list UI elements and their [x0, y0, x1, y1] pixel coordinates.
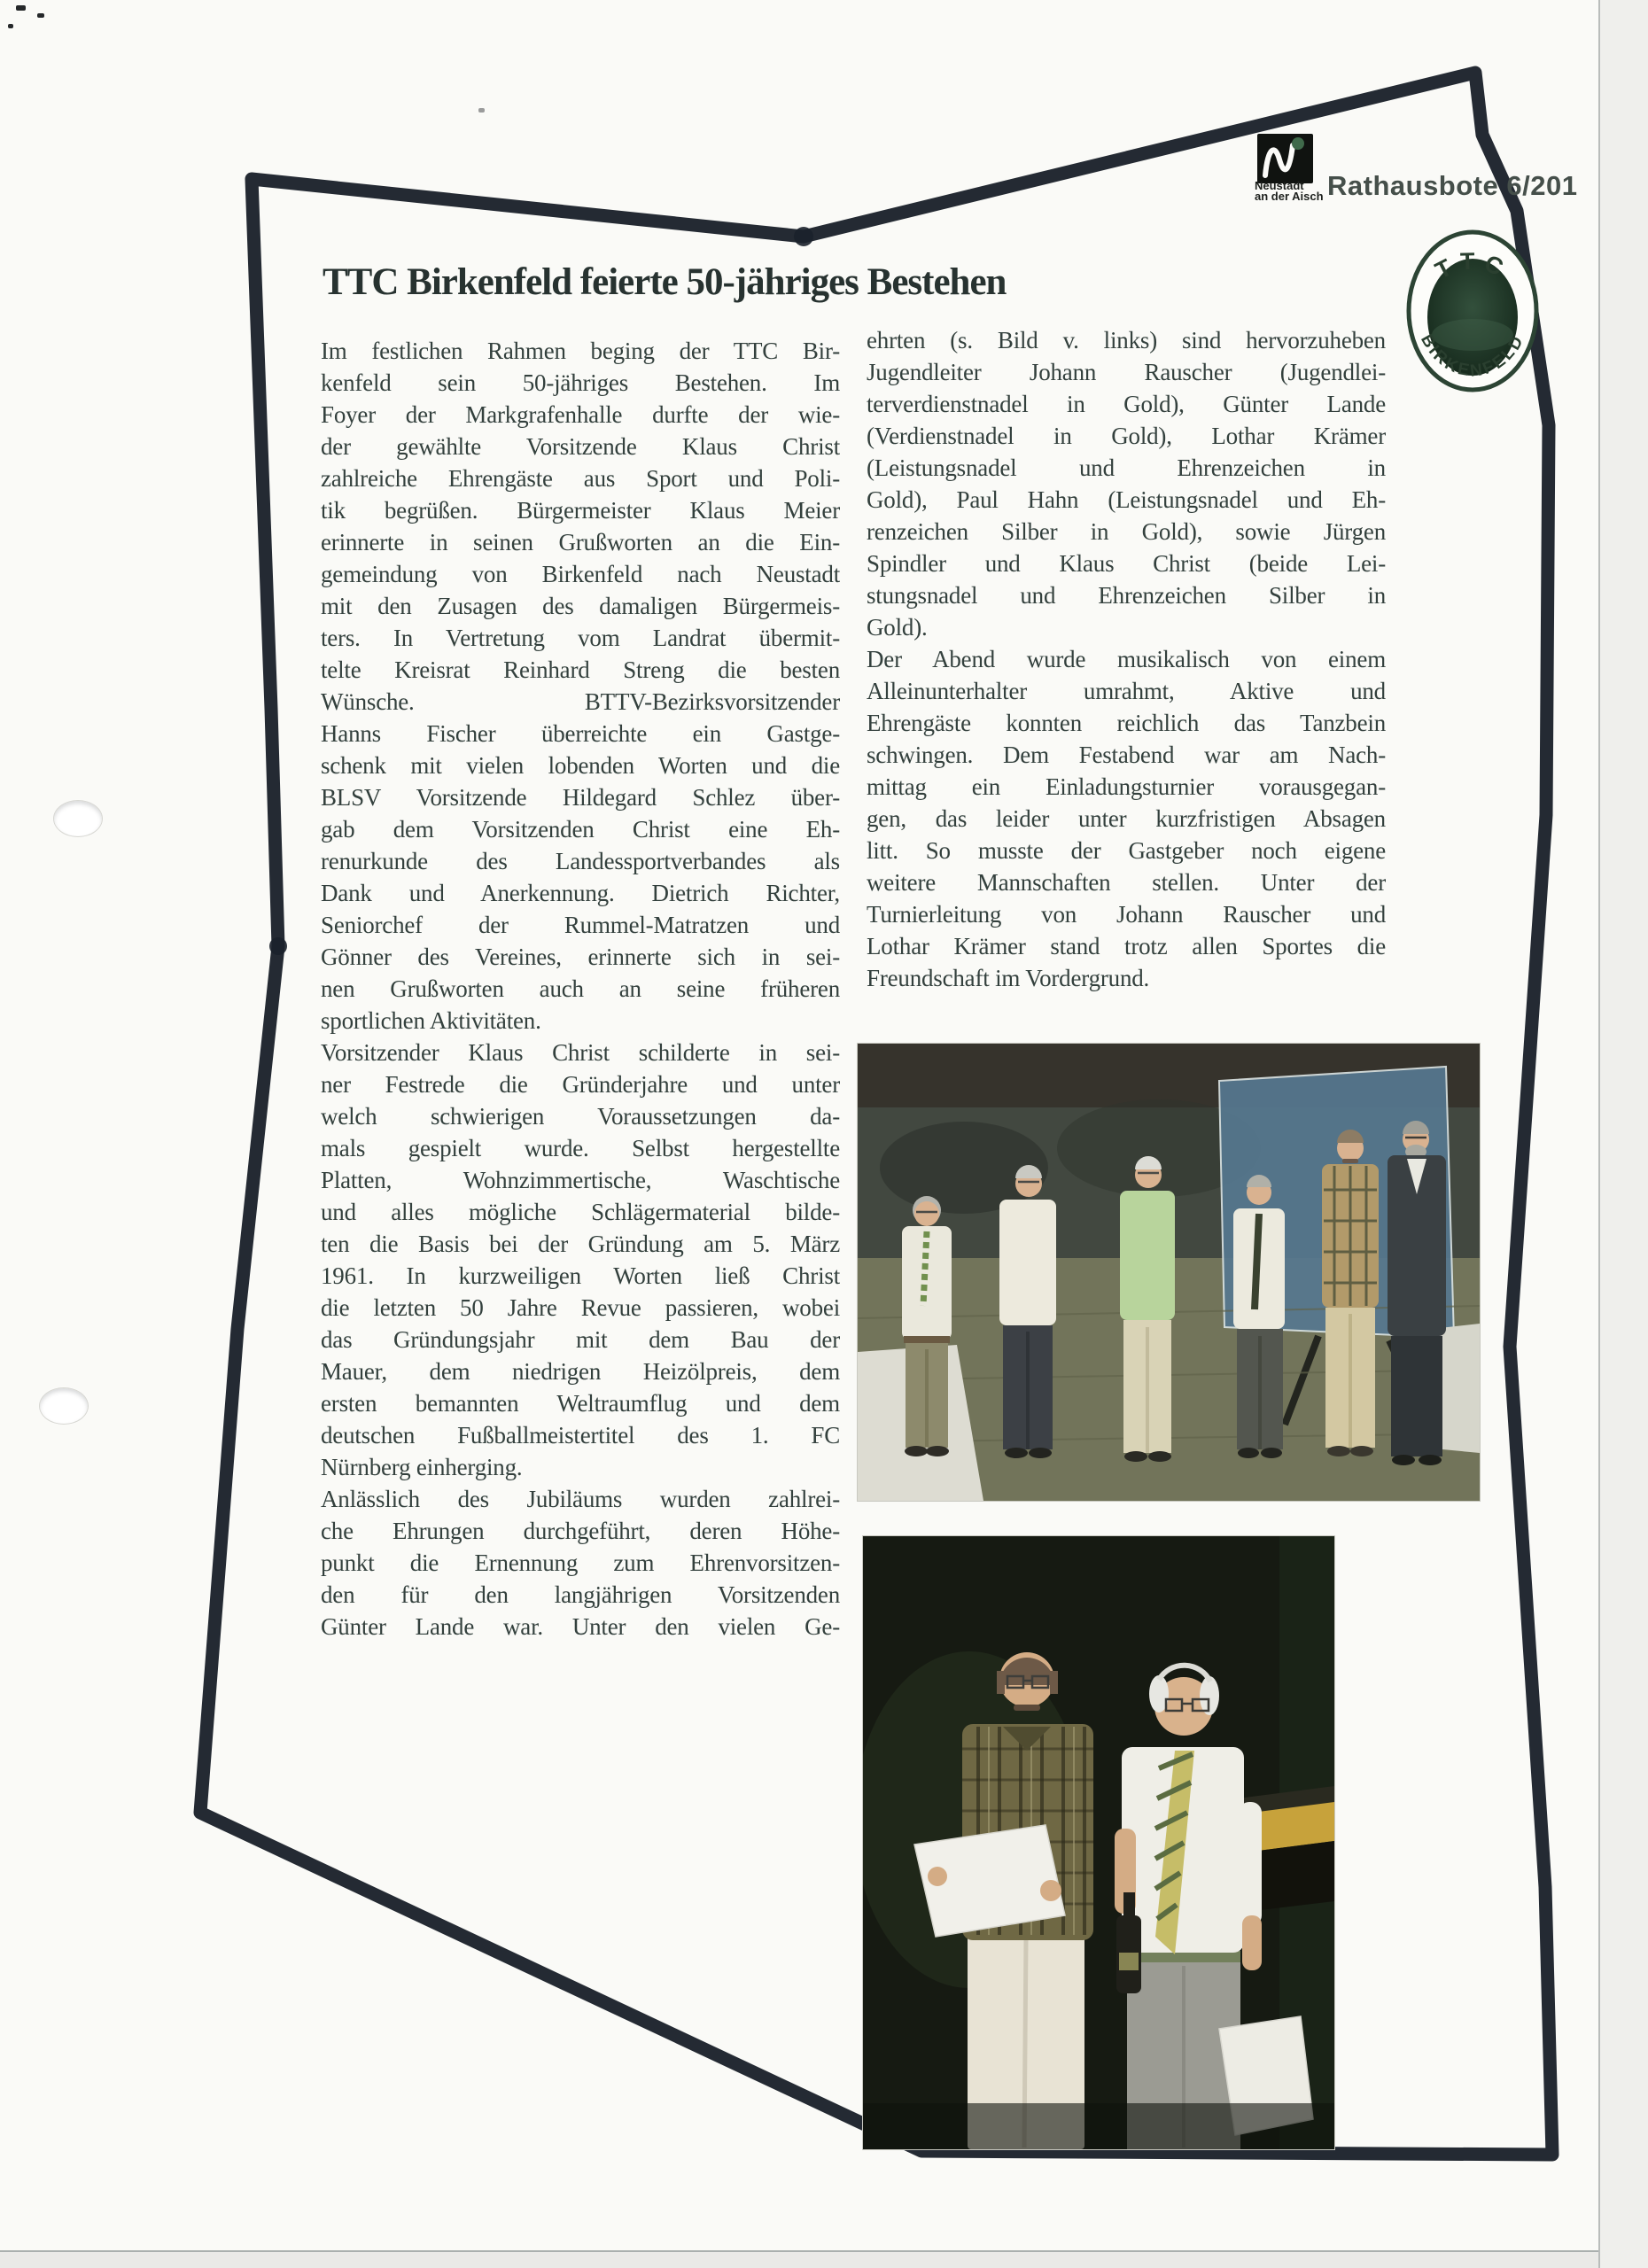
man-figure: [999, 1165, 1056, 1458]
text-line: renurkunde des Landessportverbandes als: [321, 848, 840, 874]
text-line: welch schwierigen Voraussetzungen da-: [321, 1103, 840, 1130]
text-line: Nürnberg einherging.: [321, 1454, 523, 1480]
text-line: zahlreiche Ehrengäste aus Sport und Poli-: [321, 465, 840, 492]
text-line: Der Abend wurde musikalisch von einem: [867, 646, 1386, 672]
text-line: Gold).: [867, 614, 928, 641]
logo-caption-line2: an der Aisch: [1255, 190, 1324, 203]
hole-punch: [39, 1387, 89, 1425]
article-title: TTC Birkenfeld feierte 50-jähriges Bestehen: [323, 261, 1007, 303]
ttc-birkenfeld-stamp: [1402, 229, 1543, 397]
text-line: der gewählte Vorsitzende Klaus Christ: [321, 433, 840, 460]
stamp-top-text: TTC: [1431, 247, 1514, 284]
text-line: das Gründungsjahr mit dem Bau der: [321, 1326, 840, 1353]
man-figure: [1388, 1121, 1446, 1465]
text-line: ters. In Vertretung vom Landrat übermit-: [321, 625, 840, 651]
issue-label: Rathausbote 6/201: [1327, 170, 1578, 201]
paragraph: [867, 643, 1386, 994]
text-line: nen Grußworten auch an seine früheren: [321, 975, 840, 1002]
text-line: Dank und Anerkennung. Dietrich Richter,: [321, 880, 840, 906]
text-line: mit den Zusagen des damaligen Bürgermeis-: [321, 593, 840, 619]
text-line: litt. So musste der Gastgeber noch eigene: [867, 837, 1386, 864]
text-line: sportlichen Aktivitäten.: [321, 1007, 541, 1034]
text-line: kenfeld sein 50-jähriges Bestehen. Im: [321, 369, 840, 396]
text-line: BLSV Vorsitzende Hildegard Schlez über-: [321, 784, 840, 811]
paragraph: [321, 1483, 840, 1643]
photo-group-of-honorees: [858, 1044, 1480, 1501]
text-line: Mauer, dem niedrigen Heizölpreis, dem: [321, 1358, 840, 1385]
text-line: (Verdienstnadel in Gold), Lothar Krämer: [867, 423, 1386, 449]
scan-speck: [37, 13, 44, 18]
text-line: telte Kreisrat Reinhard Streng die besten: [321, 656, 840, 683]
text-line: gemeindung von Birkenfeld nach Neustadt: [321, 561, 840, 587]
text-line: 1961. In kurzweiligen Worten ließ Christ: [321, 1262, 840, 1289]
text-line: (Leistungsnadel und Ehrenzeichen in: [867, 454, 1386, 481]
logo-caption-line1: Neustadt: [1255, 179, 1304, 192]
text-line: Hanns Fischer überreichte ein Gastge-: [321, 720, 840, 747]
text-line: Freundschaft im Vordergrund.: [867, 965, 1150, 991]
text-line: ner Festrede die Gründerjahre und unter: [321, 1071, 840, 1098]
text-line: weitere Mannschaften stellen. Unter der: [867, 869, 1386, 896]
scan-speck: [16, 5, 26, 11]
text-line: Vorsitzender Klaus Christ schilderte in sei-: [321, 1039, 840, 1066]
text-line: die letzten 50 Jahre Revue passieren, wobei: [321, 1294, 840, 1321]
logo-caption: [1255, 181, 1324, 202]
man-figure: [902, 1196, 952, 1456]
text-line: schenk mit vielen lobenden Worten und die: [321, 752, 840, 779]
stamp-bottom-text: BIRKENFELD: [1416, 330, 1529, 381]
man-figure: [1322, 1130, 1379, 1456]
text-line: stungsnadel und Ehrenzeichen Silber in: [867, 582, 1386, 609]
text-line: mittag ein Einladungsturnier vorausgegan-: [867, 773, 1386, 800]
text-line: mals gespielt wurde. Selbst hergestellte: [321, 1135, 840, 1161]
text-line: Turnierleitung von Johann Rauscher und: [867, 901, 1386, 928]
text-line: Ehrengäste konnten reichlich das Tanzbein: [867, 710, 1386, 736]
left-column: [321, 335, 840, 1643]
text-line: renzeichen Silber in Gold), sowie Jürgen: [867, 518, 1386, 545]
text-line: Seniorchef der Rummel-Matratzen und: [321, 912, 840, 938]
text-line: terverdienstnadel in Gold), Günter Lande: [867, 391, 1386, 417]
scan-speck: [8, 24, 13, 28]
text-line: schwingen. Dem Festabend war am Nach-: [867, 742, 1386, 768]
text-line: Jugendleiter Johann Rauscher (Jugendlei-: [867, 359, 1386, 385]
paragraph: [321, 335, 840, 1037]
man-figure: [1233, 1175, 1285, 1458]
text-line: Gönner des Vereines, erinnerte sich in sei-: [321, 944, 840, 970]
text-line: Alleinunterhalter umrahmt, Aktive und: [867, 678, 1386, 704]
text-line: gen, das leider unter kurzfristigen Absagen: [867, 805, 1386, 832]
text-line: ehrten (s. Bild v. links) sind hervorzuheben: [867, 327, 1386, 353]
text-line: Günter Lande war. Unter den vielen Ge-: [321, 1613, 840, 1640]
right-column: [867, 324, 1386, 994]
paragraph: [867, 324, 1386, 643]
text-line: Im festlichen Rahmen beging der TTC Bir-: [321, 338, 840, 364]
hole-punch: [53, 800, 103, 837]
photo-award-presentation: [863, 1536, 1334, 2149]
text-line: ersten bemannten Weltraumflug und dem: [321, 1390, 840, 1417]
man-figure: [1120, 1156, 1175, 1462]
text-line: den für den langjährigen Vorsitzenden: [321, 1581, 840, 1608]
text-line: erinnerte in seinen Grußworten an die Ein-: [321, 529, 840, 555]
text-line: punkt die Ernennung zum Ehrenvorsitzen-: [321, 1550, 840, 1576]
paragraph: [321, 1037, 840, 1483]
text-line: che Ehrungen durchgeführt, deren Höhe-: [321, 1518, 840, 1544]
text-line: Spindler und Klaus Christ (beide Lei-: [867, 550, 1386, 577]
text-line: Lothar Krämer stand trotz allen Sportes die: [867, 933, 1386, 959]
text-line: deutschen Fußballmeistertitel des 1. FC: [321, 1422, 840, 1449]
text-line: ten die Basis bei der Gründung am 5. März: [321, 1231, 840, 1257]
text-line: Gold), Paul Hahn (Leistungsnadel und Eh-: [867, 486, 1386, 513]
text-line: Anlässlich des Jubiläums wurden zahlrei-: [321, 1486, 840, 1512]
paper-right-edge: [1598, 0, 1648, 2268]
text-line: und alles mögliche Schlägermaterial bilde-: [321, 1199, 840, 1225]
paper-bottom-edge: [0, 2250, 1598, 2268]
text-line: Platten, Wohnzimmertische, Waschtische: [321, 1167, 840, 1193]
text-line: Wünsche. BTTV-Bezirksvorsitzender: [321, 688, 840, 715]
scan-speck: [478, 108, 485, 113]
text-line: gab dem Vorsitzenden Christ eine Eh-: [321, 816, 840, 843]
text-line: tik begrüßen. Bürgermeister Klaus Meier: [321, 497, 840, 524]
text-line: Foyer der Markgrafenhalle durfte der wie-: [321, 401, 840, 428]
